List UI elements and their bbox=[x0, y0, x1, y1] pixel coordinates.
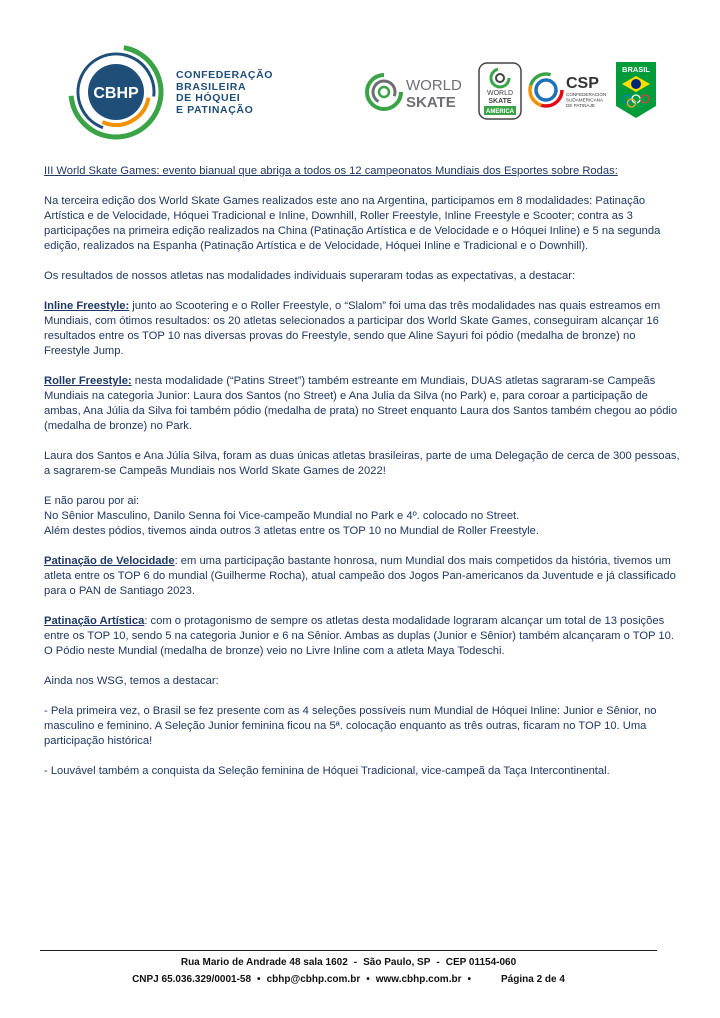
section-label-roller-freestyle: Roller Freestyle: bbox=[44, 375, 132, 387]
csp-logo-line: DE PATINAJE bbox=[566, 103, 595, 108]
cbhp-name-line: DE HÓQUEI bbox=[176, 92, 241, 104]
letterhead bbox=[0, 0, 720, 140]
world-skate-america-logo bbox=[478, 62, 522, 120]
wsa-logo-word: SKATE bbox=[488, 98, 512, 105]
section-text-artistic-skating: : com o protagonismo de sempre os atletas desta modalidade lograram alcançar um total de 13 posições entre os TOP 10, sendo 5 na categoria Junior e 6 na Sênior. Ambas as duplas (Junior e Sênior) também alcançaram o TOP 10. bbox=[44, 615, 674, 642]
bullet-traditional-hockey: - Louvável também a conquista da Seleção feminina de Hóquei Tradicional, vice-campeã da Taça Intercontinental. bbox=[44, 765, 610, 777]
footer-city: São Paulo, SP bbox=[363, 957, 431, 968]
footer-address-row bbox=[40, 954, 657, 971]
cbhp-logo bbox=[66, 42, 166, 142]
footer-divider bbox=[40, 950, 657, 951]
paragraph-roller-freestyle bbox=[44, 374, 684, 434]
footer-cnpj: CNPJ 65.036.329/0001-58 bbox=[132, 974, 252, 985]
brasil-logo-text: BRASIL bbox=[622, 65, 650, 74]
csp-logo-line: CONFEDERACIÓN bbox=[566, 92, 607, 97]
paragraph-artistic-podium: O Pódio neste Mundial (medalha de bronze) veio no Livre Inline com a atleta Maya Todeschi. bbox=[44, 645, 505, 657]
footer bbox=[40, 954, 657, 988]
paragraph-speed-skating bbox=[44, 554, 684, 599]
footer-bullet: • bbox=[257, 974, 261, 985]
section-text-inline-freestyle: junto ao Scootering e o Roller Freestyle, o “Slalom” foi uma das três modalidades nas quais estreamos em Mundiais, com ótimos resultados: os 20 atletas selecionados a participar dos World Skate Games, conseguiram alcançar 16 resultados entre os TOP 10 nas diversas provas do Freestyle, sendo que Aline Sayuri foi pódio (medalha de bronze) no Freestyle Jump. bbox=[44, 300, 661, 357]
section-label-artistic-skating: Patinação Artística bbox=[44, 615, 145, 627]
cbhp-name-line: CONFEDERAÇÃO bbox=[176, 69, 274, 81]
ws-logo-word: WORLD bbox=[406, 77, 462, 94]
cbhp-name-line: BRASILEIRA bbox=[176, 80, 247, 93]
paragraph-line: Além destes pódios, tivemos ainda outros 3 atletas entre os TOP 10 no Mundial de Roller Freestyle. bbox=[44, 525, 540, 537]
section-text-roller-freestyle: nesta modalidade (“Patins Street”) também estreante em Mundiais, DUAS atletas sagraram-se Campeãs Mundiais na categoria Junior: Laura dos Santos (no Street) e Ana Julia da Silva (no Park) e, para coroar a participação de ambas, Ana Júlia da Silva foi também pódio (medalha de prata) no Street enquanto Laura dos Santos também chegou ao pódio (medalha de bronze) no Park. bbox=[44, 375, 678, 432]
section-label-speed-skating: Patinação de Velocidade bbox=[44, 555, 175, 567]
footer-cep: CEP 01154-060 bbox=[445, 957, 517, 968]
footer-separator: - bbox=[353, 957, 358, 968]
footer-page-number: Página 2 de 4 bbox=[501, 974, 565, 985]
ws-logo-word: SKATE bbox=[406, 94, 456, 111]
paragraph-wsg-intro: Ainda nos WSG, temos a destacar: bbox=[44, 675, 219, 687]
cbhp-org-name bbox=[176, 70, 273, 116]
paragraph-inline-freestyle bbox=[44, 299, 684, 359]
wsa-logo-word: AMERICA bbox=[486, 109, 514, 115]
brasil-olympic-logo bbox=[616, 62, 656, 118]
section-label-inline-freestyle: Inline Freestyle: bbox=[44, 300, 130, 312]
world-skate-logo bbox=[364, 70, 470, 114]
footer-separator: - bbox=[436, 957, 440, 968]
paragraph-world-champions: Laura dos Santos e Ana Júlia Silva, foram as duas únicas atletas brasileiras, parte de uma Delegação de cerca de 300 pessoas, a sagrarem-se Campeãs Mundiais nos World Skate Games de 2022! bbox=[44, 450, 680, 477]
document-title: III World Skate Games: evento bianual que abriga a todos os 12 campeonatos Mundiais dos Esportes sobre Rodas: bbox=[44, 165, 618, 177]
footer-bullet: • bbox=[366, 974, 370, 985]
document-body bbox=[44, 164, 684, 794]
csp-logo bbox=[528, 66, 612, 114]
footer-contact-row bbox=[40, 971, 657, 988]
paragraph-line: E não parou por ai: bbox=[44, 495, 140, 507]
footer-email[interactable]: cbhp@cbhp.com.br bbox=[266, 974, 361, 985]
csp-logo-line: SUDAMERICANA bbox=[566, 97, 604, 103]
wsa-logo-word: WORLD bbox=[486, 90, 514, 97]
paragraph-results-intro: Os resultados de nossos atletas nas modalidades individuais superaram todas as expectativas, a destacar: bbox=[44, 270, 576, 282]
csp-logo-title: CSP bbox=[566, 75, 599, 92]
cbhp-logo-text: CBHP bbox=[93, 85, 139, 102]
footer-bullet: • bbox=[467, 974, 471, 985]
footer-site[interactable]: www.cbhp.com.br bbox=[375, 974, 462, 985]
paragraph-line: No Sênior Masculino, Danilo Senna foi Vice-campeão Mundial no Park e 4º. colocado no Street. bbox=[44, 510, 520, 522]
bullet-inline-hockey: - Pela primeira vez, o Brasil se fez presente com as 4 seleções possíveis num Mundial de Hóquei Inline: Junior e Sênior, no masculino e feminino. A Seleção Junior feminina ficou na 5ª. colocação enquanto as três outras, ficaram no TOP 10. Uma participação histórica! bbox=[44, 705, 657, 747]
footer-address: Rua Mario de Andrade 48 sala 1602 bbox=[180, 957, 348, 968]
section-text-speed-skating: : em uma participação bastante honrosa, num Mundial dos mais competidos da história, tivemos um atleta entre os TOP 6 do mundial (Guilherme Rocha), atual campeão dos Jogos Pan-americanos da Juventude e já classificado para o PAN de Santiago 2023. bbox=[44, 555, 676, 597]
paragraph-editions: Na terceira edição dos World Skate Games realizados este ano na Argentina, participamos em 8 modalidades: Patinação Artística e de Velocidade, Hóquei Tradicional e Inline, Downhill, Roller Freestyle, Inline Freestyle e Scooter; contra as 3 participações na primeira edição realizados na China (Patinação Artística e de Velocidade e o Hóquei Inline) e 5 na segunda edição, realizados na Espanha (Patinação Artística e de Velocidade, Hóquei Inline e Tradicional e o Downhill). bbox=[44, 195, 661, 252]
paragraph-artistic-skating bbox=[44, 614, 684, 644]
cbhp-name-line: E PATINAÇÃO bbox=[176, 103, 254, 116]
